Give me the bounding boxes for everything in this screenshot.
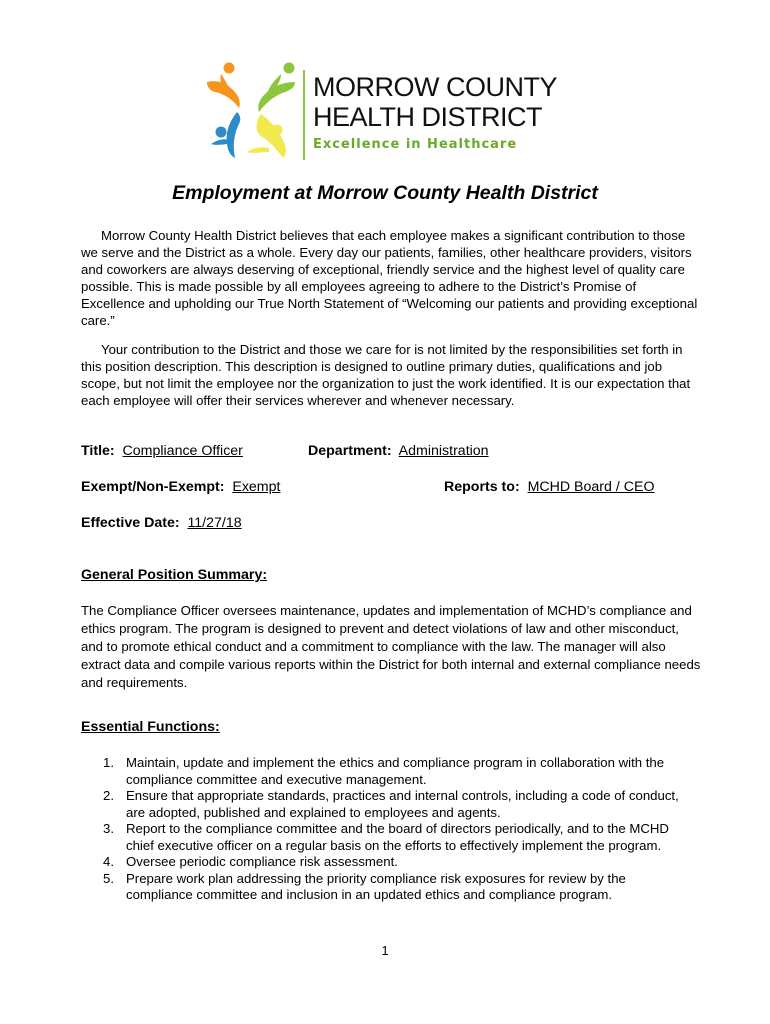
effective-date-value: 11/27/18 <box>187 515 242 531</box>
title-field <box>81 443 243 459</box>
summary-heading: General Position Summary: <box>81 567 268 583</box>
exempt-field <box>81 479 280 495</box>
organization-logo <box>203 60 603 165</box>
intro-paragraph-2: Your contribution to the District and those we care for is not limited by the responsibilities set forth in this position description. This description is designed to outline primary duties, qualifications and job scope, but not limit the employee nor the organization to just the work identified. It is our expectation that each employee will offer their services wherever and whenever necessary. <box>81 342 691 408</box>
functions-list <box>81 755 696 904</box>
list-item-text: Prepare work plan addressing the priority compliance risk exposures for review by the compliance committee and inclusion in an updated ethics and compliance program. <box>126 870 626 902</box>
effective-date-label: Effective Date: <box>81 515 180 531</box>
list-item-text: Maintain, update and implement the ethics and compliance program in collaboration with the compliance committee and executive management. <box>126 755 665 787</box>
list-item <box>81 788 696 821</box>
intro-paragraph-1: Morrow County Health District believes that each employee makes a significant contribution to those we serve and the District as a whole. Every day our patients, families, other healthcare providers, visitors and coworkers are always deserving of exceptional, friendly service and the highest level of quality care possible. This is made possible by all employees agreeing to adhere to the District’s Promise of Excellence and upholding our True North Statement of “Welcoming our patients and providing exceptional care.” <box>81 228 698 328</box>
list-item-text: Report to the compliance committee and the board of directors periodically, and to the MCHD chief executive officer on a regular basis on the efforts to effectively implement the program. <box>126 821 669 853</box>
exempt-label: Exempt/Non-Exempt: <box>81 479 225 495</box>
list-item-number: 3. <box>103 821 114 836</box>
list-item <box>81 821 696 854</box>
effective-date-field <box>81 515 242 531</box>
functions-heading: Essential Functions: <box>81 719 220 735</box>
title-value: Compliance Officer <box>122 443 243 459</box>
document-title: Employment at Morrow County Health District <box>172 182 598 204</box>
list-item-number: 5. <box>103 870 114 886</box>
list-item-number: 4. <box>103 854 114 869</box>
logo-tagline: Excellence in Healthcare <box>313 137 518 152</box>
title-label: Title: <box>81 443 115 459</box>
reports-to-label: Reports to: <box>444 479 520 495</box>
department-field <box>308 443 489 459</box>
logo-divider <box>303 70 305 160</box>
logo-name-line1: MORROW COUNTY <box>313 72 557 102</box>
list-item-text: Oversee periodic compliance risk assessment. <box>126 854 398 869</box>
reports-to-value: MCHD Board / CEO <box>527 479 655 495</box>
department-value: Administration <box>398 443 489 459</box>
list-item-number: 1. <box>103 755 114 770</box>
list-item <box>81 871 696 904</box>
people-circle-logo-icon <box>203 60 299 160</box>
department-label: Department: <box>308 443 392 459</box>
exempt-value: Exempt <box>232 479 281 495</box>
list-item-number: 2. <box>103 788 114 803</box>
logo-name-line2: HEALTH DISTRICT <box>313 102 543 132</box>
list-item <box>81 755 696 788</box>
summary-text: The Compliance Officer oversees maintenance, updates and implementation of MCHD’s compliance and ethics program. The program is designed to prevent and detect violations of law and other misconduct, and to promote ethical conduct and a commitment to compliance with the law. The manager will also extract data and compile various reports within the District for both internal and external compliance needs and requirements. <box>81 603 701 690</box>
list-item-text: Ensure that appropriate standards, practices and internal controls, including a code of conduct, are adopted, published and explained to employees and agents. <box>126 788 679 820</box>
reports-to-field <box>444 479 655 495</box>
page-number: 1 <box>381 943 389 958</box>
list-item <box>81 854 696 871</box>
